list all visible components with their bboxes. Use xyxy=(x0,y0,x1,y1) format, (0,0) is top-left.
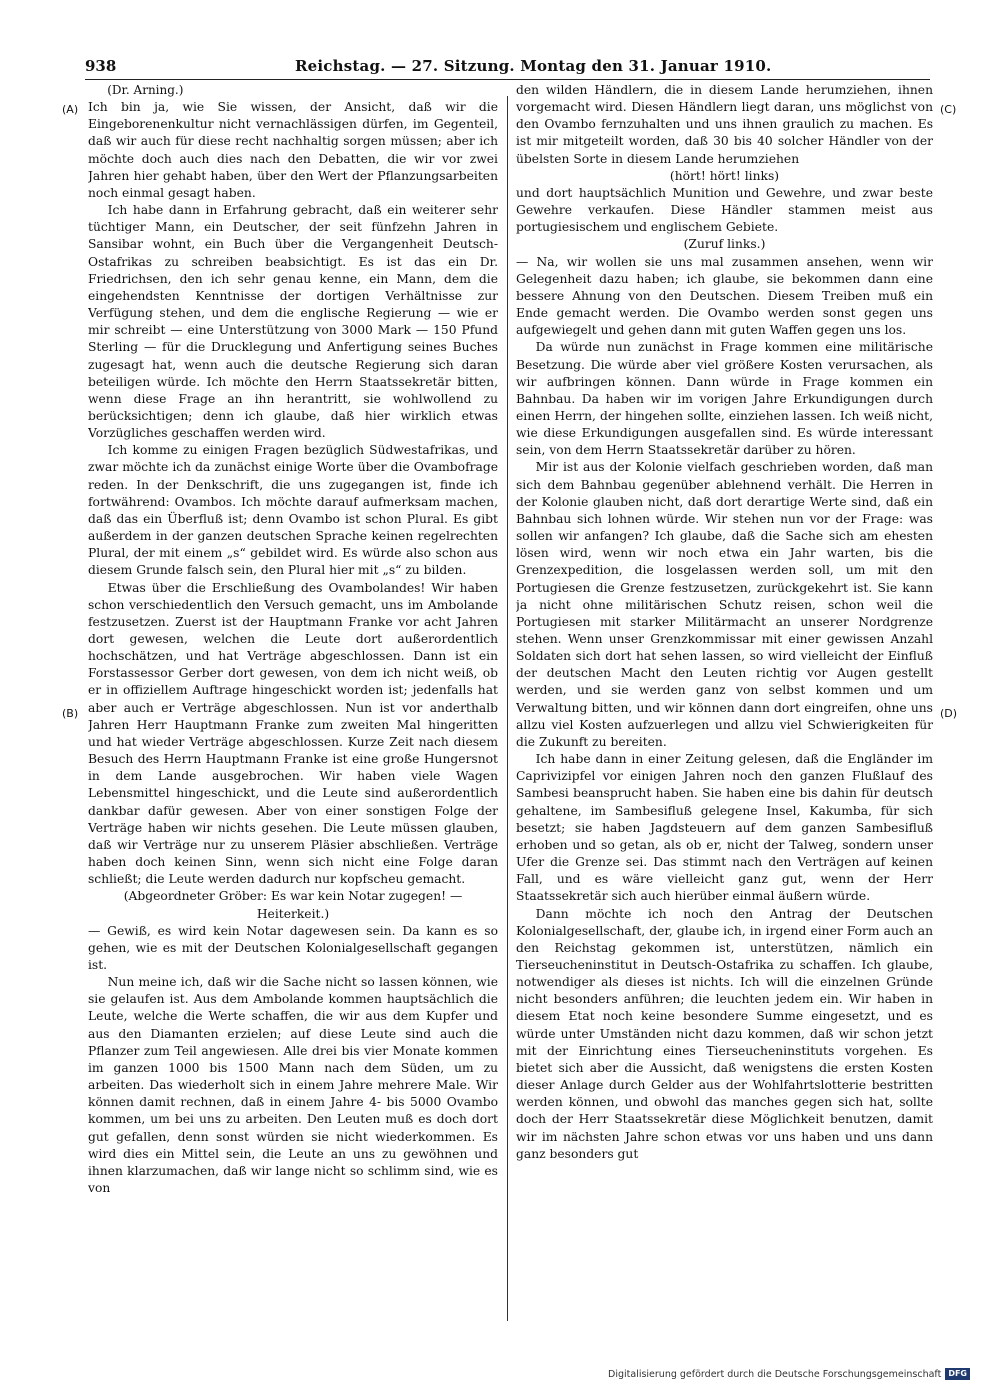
right-column xyxy=(516,82,933,1322)
paragraph: den wilden Händlern, die in diesem Lande herumziehen, ihnen vorgemacht wird. Diesen Händlern liegt daran, uns möglichst von den Ovambo fernzuhalten und uns ihnen graulich zu machen. Es ist mir mitgeteilt worden, daß 30 bis 40 solcher Händler von der übelsten Sorte in diesem Lande herumziehen xyxy=(516,83,933,166)
paragraph: — Na, wir wollen sie uns mal zusammen ansehen, wenn wir Gelegenheit dazu haben; ich glaube, sie bekommen dann eine bessere Ahnung von den Deutschen. Diesem Treiben muß ein Ende gemacht werden. Die Ovambo werden sonst gegen uns aufgewiegelt und gehen dann mit guten Waffen gegen uns los. xyxy=(516,254,933,338)
paragraph: Ich bin ja, wie Sie wissen, der Ansicht, daß wir die Eingeborenenkultur nicht vernachlässigen dürfen, im Gegenteil, daß wir auch für diese recht nachhaltig sorgen müssen; aber ich möchte doch auch dies nach den Debatten, die wir vor zwei Jahren hier gehabt haben, über den Wert der Pflanzungsarbeiten noch einmal gesagt haben. xyxy=(88,100,498,200)
paragraph: und dort hauptsächlich Munition und Gewehre, und zwar beste Gewehre verkaufen. Diese Händler stammen meist aus portugiesischem und englischem Gebiete. xyxy=(516,185,933,235)
dfg-logo: DFG xyxy=(945,1368,970,1380)
paragraph: Ich habe dann in Erfahrung gebracht, daß ein weiterer sehr tüchtiger Mann, ein Deutscher, der seit fünfzehn Jahren in Sansibar wohnt, ein Buch über die Vergangenheit Deutsch-Ostafrikas zu schreiben beabsichtigt. Es ist das ein Dr. Friedrichsen, den ich sehr genau kenne, ein Mann, dem die eingehendsten Kenntnisse der dortigen Verhältnisse zur Verfügung stehen, und dem die englische Regierung — wie er mir schreibt — eine Unterstützung von 3000 Mark — 150 Pfund Sterling — für die Drucklegung und Anfertigung seines Buches zugesagt hat, wenn auch die deutsche Regierung sich daran beteiligen würde. Ich möchte den Herrn Staatssekretär bitten, wenn diese Frage an ihn herantritt, sie wohlwollend zu berücksichtigen; denn ich glaube, daß hier wirklich etwas Vorzügliches geschaffen werden wird. xyxy=(88,203,498,441)
paragraph: Nun meine ich, daß wir die Sache nicht so lassen können, wie sie gelaufen ist. Aus dem Ambolande kommen hauptsächlich die Leute, welche die Werte schaffen, die wir aus dem Kupfer und aus den Diamanten erzielen; auf diese Leute sind auch die Pflanzer zum Teil angewiesen. Alle drei bis vier Monate kommen im ganzen 1000 bis 1500 Mann nach dem Süden, um zu arbeiten. Das wiederholt sich in einem Jahre mehrere Male. Wir können damit rechnen, daß in einem Jahre 4- bis 5000 Ovambo kommen, um bei uns zu arbeiten. Den Leuten muß es doch dort gut gefallen, denn sonst würden sie nicht wiederkommen. Es wird dies ein Mittel sein, die Leute an uns zu gewöhnen und ihnen klarzumachen, daß wir lange nicht so schlimm sind, wie es von xyxy=(88,975,498,1195)
paragraph: Ich komme zu einigen Fragen bezüglich Südwestafrikas, und zwar möchte ich da zunächst einige Worte über die Ovambofrage reden. In der Denkschrift, die uns zugegangen ist, finde ich fortwährend: Ovambos. Ich möchte darauf aufmerksam machen, daß das ein Überfluß ist; denn Ovambo ist schon Plural. Es gibt außerdem in der ganzen deutschen Sprache keinen regelrechten Plural, der mit einem „s“ gebildet wird. Es würde also schon aus diesem Grunde falsch sein, den Plural hier mit „s“ zu bilden. xyxy=(88,443,498,578)
left-column xyxy=(88,82,498,1322)
footer-credit xyxy=(608,1368,970,1380)
running-head: Reichstag. — 27. Sitzung. Montag den 31. Januar 1910. xyxy=(295,57,772,75)
margin-marker-c: (C) xyxy=(940,103,957,116)
interjection: (Zuruf links.) xyxy=(683,237,766,252)
paragraph: Da würde nun zunächst in Frage kommen eine militärische Besetzung. Die würde aber viel größere Kosten verursachen, als wir aufbringen können. Dann würde in Frage kommen ein Bahnbau. Da haben wir im vorigen Jahre Erkundigungen durch einen Herrn, der hingehen sollte, einziehen lassen. Ich weiß nicht, wie diese Erkundigungen ausgefallen sind. Es würde interessant sein, von dem Herrn Staatssekretär darüber zu hören. xyxy=(516,340,933,458)
margin-marker-a: (A) xyxy=(62,103,79,116)
paragraph: Etwas über die Erschließung des Ovambolandes! Wir haben schon verschiedentlich den Versuch gemacht, uns im Ambolande festzusetzen. Zuerst ist der Hauptmann Franke vor acht Jahren dort gewesen, welchen die Leute dort außerordentlich hochschätzen, und hat Verträge abgeschlossen. Dann ist ein Forstassessor Gerber dort gewesen, von dem ich nicht weiß, ob er in offiziellem Auftrage hingeschickt worden ist; jedenfalls hat aber auch er Verträge abgeschlossen. Nun ist vor anderthalb Jahren Herr Hauptmann Franke zum zweiten Mal hingeritten und hat wieder Verträge abgeschlossen. Kurze Zeit nach diesem Besuch des Herrn Hauptmann Franke ist eine große Hungersnot in dem Lande ausgebrochen. Wir haben viele Wagen Lebensmittel hingeschickt, und die Leute sind außerordentlich dankbar dafür gewesen. Aber von einer sonstigen Folge der Verträge haben wir nichts gesehen. Die Leute müssen glauben, daß wir Verträge nur zu unserem Pläsier abschließen. Verträge haben doch keinen Sinn, wenn sich nicht eine Folge daran schließt; die Leute werden dadurch nur kopfscheu gemacht. xyxy=(88,580,498,887)
speaker-label: (Dr. Arning.) xyxy=(107,83,184,97)
paragraph: Dann möchte ich noch den Antrag der Deutschen Kolonialgesellschaft, der, glaube ich, in irgend einer Form auch an den Reichstag gekommen ist, unterstützen, nämlich ein Tierseucheninstitut in Deutsch-Ostafrika zu schaffen. Ich glaube, notwendiger als dieses ist nichts. Ich will die einzelnen Gründe nicht besonders anführen; die leuchten jedem ein. Wir haben in diesem Etat noch keine besondere Summe eingesetzt, und es würde unter Umständen nicht dazu kommen, daß wir schon jetzt mit der Einrichtung eines Tierseucheninstituts vorgehen. Es bietet sich aber die Aussicht, daß wenigstens die ersten Kosten dieser Anlage durch Gelder aus der Wohlfahrtslotterie bestritten werden können, und obwohl das manches gegen sich hat, sollte doch der Herr Staatssekretär diese Möglichkeit benutzen, damit wir im nächsten Jahre schon etwas vor uns haben und uns dann ganz besonders gut xyxy=(516,906,933,1161)
column-divider xyxy=(507,96,508,1321)
paragraph: Mir ist aus der Kolonie vielfach geschrieben worden, daß man sich dem Bahnbau gegenüber ablehnend verhält. Die Herren in der Kolonie glauben nicht, daß dort derartige Werte sind, daß ein Bahnbau sich lohnen würde. Wir stehen nun vor der Frage: was sollen wir anfangen? Ich glaube, daß die Sache sich am ehesten lösen wird, wenn wir noch etwa ein Jahr warten, bis die Grenzexpedition, die losgelassen werden soll, um mit den Portugiesen die Grenze festzusetzen, zurückgekehrt ist. Sie kann ja nicht ohne militärischen Schutz reisen, schon weil die Portugiesen mit starker Militärmacht an unserer Nordgrenze stehen. Wenn unser Grenzkommissar mit einer gewissen Anzahl Soldaten sich dort hat sehen lassen, so wird vielleicht der Einfluß der deutschen Macht den Leuten richtig vor Augen gestellt werden, und sie werden ganz von selbst kommen und um Verwaltung bitten, und wir können dann dort eingreifen, ohne uns allzu viel Kosten aufzuerlegen und allzu viel Schwierigkeiten für die Zukunft zu bereiten. xyxy=(516,460,933,749)
page-number: 938 xyxy=(85,57,117,75)
margin-marker-d: (D) xyxy=(940,707,958,720)
paragraph: — Gewiß, es wird kein Notar dagewesen sein. Da kann es so gehen, wie es mit der Deutschen Kolonialgesellschaft gegangen ist. xyxy=(88,923,498,972)
interjection: (Abgeordneter Gröber: Es war kein Notar zugegen! — Heiterkeit.) xyxy=(123,889,463,921)
footer-text: Digitalisierung gefördert durch die Deutsche Forschungsgemeinschaft xyxy=(608,1368,942,1380)
margin-marker-b: (B) xyxy=(62,707,79,720)
interjection: (hört! hört! links) xyxy=(669,168,780,183)
page-header xyxy=(85,55,930,80)
paragraph: Ich habe dann in einer Zeitung gelesen, daß die Engländer im Caprivizipfel vor einigen Jahren noch den ganzen Flußlauf des Sambesi beansprucht haben. Sie haben eine bis dahin für deutsch gehaltene, im Sambesifluß gelegene Insel, Kakumba, für sich besetzt; sie haben Jagdsteuern auf dem ganzen Sambesifluß erhoben und so getan, als ob er, nicht der Talweg, sondern unser Ufer die Grenze sei. Das stimmt nach den Verträgen auf keinen Fall, und es wäre vielleicht ganz gut, wenn der Herr Staatssekretär sich auch hierüber einmal äußern würde. xyxy=(516,752,933,904)
